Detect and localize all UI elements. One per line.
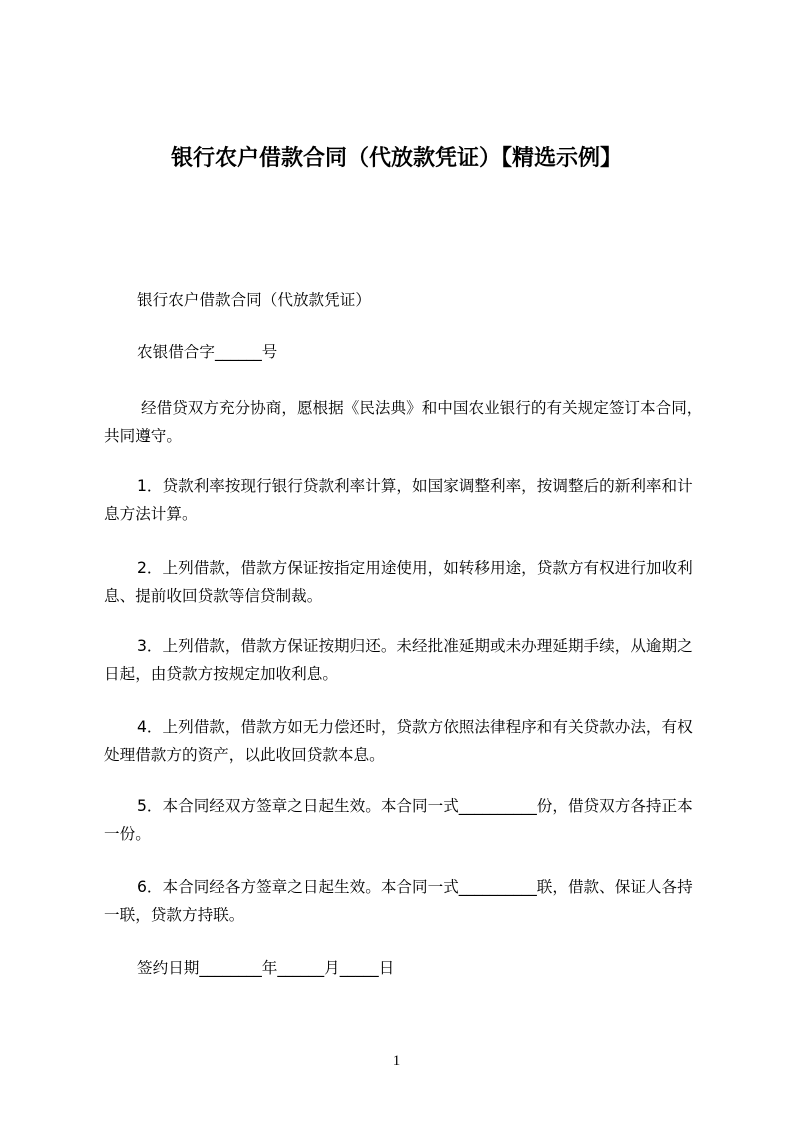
paragraph-line: 息方法计算。 [104, 505, 198, 523]
document-title: 银行农户借款合同（代放款凭证）【精选示例】 [170, 146, 622, 171]
contract-subtitle: 银行农户借款合同（代放款凭证） [137, 291, 371, 309]
contract-number: 农银借合字______号 [137, 343, 278, 361]
paragraph-line: 经借贷双方充分协商，愿根据《民法典》和中国农业银行的有关规定签订本合同， [141, 399, 703, 417]
paragraph-line: 4．上列借款，借款方如无力偿还时，贷款方依照法律程序和有关贷款办法，有权 [137, 718, 693, 736]
paragraph-line: 处理借款方的资产，以此收回贷款本息。 [104, 746, 385, 764]
paragraph-line: 一联，贷款方持联。 [104, 906, 245, 924]
paragraph-line: 共同遵守。 [104, 427, 182, 445]
paragraph-line: 3．上列借款，借款方保证按期归还。未经批准延期或未办理延期手续，从逾期之 [137, 637, 693, 655]
paragraph-line: 6．本合同经各方签章之日起生效。本合同一式__________联，借款、保证人各持 [137, 878, 693, 896]
paragraph-line: 日起，由贷款方按规定加收利息。 [104, 665, 338, 683]
paragraph-line: 息、提前收回贷款等信贷制裁。 [104, 587, 323, 605]
paragraph-line: 1．贷款利率按现行银行贷款利率计算，如国家调整利率，按调整后的新利率和计 [137, 477, 693, 495]
signing-date: 签约日期________年______月_____日 [137, 959, 395, 977]
paragraph-line: 5．本合同经双方签章之日起生效。本合同一式__________份，借贷双方各持正本 [137, 797, 693, 815]
page-number: 1 [392, 1053, 401, 1069]
paragraph-line: 2．上列借款，借款方保证按指定用途使用，如转移用途，贷款方有权进行加收利 [137, 559, 693, 577]
paragraph-line: 一份。 [104, 825, 151, 843]
